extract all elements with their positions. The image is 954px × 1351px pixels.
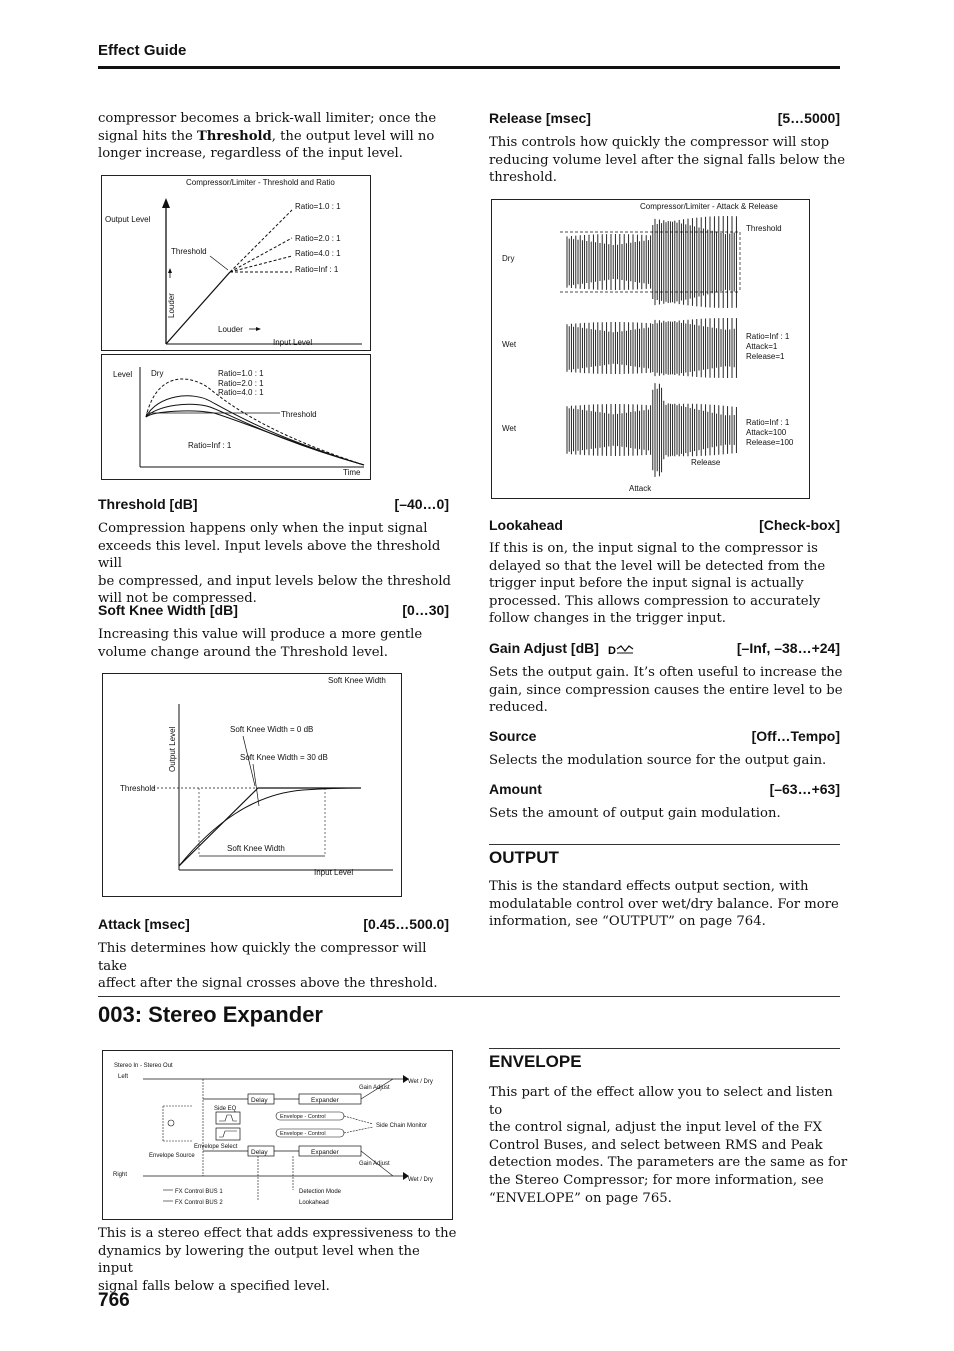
fig2-ratio-2: Ratio=2.0 : 1 [218,379,264,388]
fig1-louder-horizontal: Louder [218,325,243,334]
fig3-input-level: Input Level [314,868,354,877]
fig1-threshold: Threshold [171,247,207,256]
fig3-threshold: Threshold [120,784,156,793]
fig1-louder-vertical: Louder [167,293,176,318]
fig3-sk0: Soft Knee Width = 0 dB [230,725,314,734]
fig5-fx2: FX Control BUS 2 [175,1200,223,1206]
gain-adjust-param-heading: Gain Adjust [dB] D [–Inf, –38…+24] [489,640,840,656]
fig1-output-level: Output Level [105,215,151,224]
fig5-right: Right [113,1172,128,1178]
threshold-param-heading: Threshold [dB] [–40…0] [98,496,449,512]
fig4-release: Release [691,458,721,467]
fig2-ratio-inf: Ratio=Inf : 1 [188,441,232,450]
fig4-dry: Dry [502,254,515,263]
output-section-desc: This is the standard effects output section, with modulatable control over wet/dry balance. For more information, see “OUTPUT” on page 764. [489,879,839,930]
soft-knee-figure [102,673,402,897]
intro-paragraph: compressor becomes a brick-wall limiter; once the signal hits the Threshold, the output level will no longer increase, regardless of the input level. [98,111,437,162]
source-param-desc: Selects the modulation source for the output gain. [489,753,827,768]
fig5-left: Left [118,1074,129,1080]
fig1-ratio-1: Ratio=1.0 : 1 [295,202,341,211]
envelope-section-title: ENVELOPE [489,1052,582,1071]
fig4-wet1: Wet [502,340,517,349]
soft-knee-param-desc: Increasing this value will produce a more gentle volume change around the Threshold level. [98,627,423,660]
threshold-ratio-figure [101,175,371,351]
fig5-side-chain: Side Chain Monitor [376,1123,428,1129]
dmod-icon [607,643,635,655]
output-rule [489,844,840,845]
fig4-attack: Attack [629,484,652,493]
attack-release-figure [491,199,810,499]
gain-adjust-param-desc: Sets the output gain. It’s often useful to increase the gain, since compression causes the entire level to be reduced. [489,665,843,716]
lookahead-param-desc: If this is on, the input signal to the compressor is delayed so that the level will be detected from the trigger input before the input signal is actually processed. This allows compression to accurately follow changes in the trigger input. [489,541,826,627]
attack-param-heading: Attack [msec] [0.45…500.0] [98,916,449,932]
fig5-env-control-top: Envelope - Control [280,1114,326,1120]
fig5-wet-dry-top: Wet / Dry [408,1079,433,1085]
fig5-env-source: Envelope Source [149,1153,195,1159]
release-param-desc: This controls how quickly the compressor will stop reducing volume level after the signal falls below the threshold. [489,135,846,186]
fig5-expander-top: Expander [311,1097,339,1104]
fig5-expander-bottom: Expander [311,1149,339,1156]
expander-title: 003: Stereo Expander [98,1002,323,1027]
expander-desc: This is a stereo effect that adds expressiveness to the dynamics by lowering the output level when the input signal falls below a specified level. [98,1226,457,1294]
fig1-title: Compressor/Limiter - Threshold and Ratio [186,178,335,187]
envelope-section-desc: This part of the effect allow you to select and listen to the control signal, adjust the input level of the FX Control Buses, and select between RMS and Peak detection modes. The parameters are the same as for the Stereo Compressor; for more information, see “ENVELOPE” on page 765. [489,1085,848,1206]
fig2-dry: Dry [151,369,164,378]
fig5-detection: Detection Mode [299,1189,342,1195]
source-param-heading: Source [Off…Tempo] [489,728,840,744]
fig1-input-level: Input Level [273,338,313,347]
output-section-title: OUTPUT [489,848,559,867]
amount-param-heading: Amount [–63…+63] [489,781,840,797]
fig4-threshold: Threshold [746,224,782,233]
fig2-ratio-1: Ratio=1.0 : 1 [218,369,264,378]
fig4-w2-release: Release=100 [746,438,794,447]
fig4-w1-release: Release=1 [746,352,785,361]
fig1-ratio-inf: Ratio=Inf : 1 [295,265,339,274]
lookahead-param-heading: Lookahead [Check-box] [489,517,840,533]
amount-param-desc: Sets the amount of output gain modulation. [489,806,781,821]
fig3-output-level: Output Level [168,726,177,772]
fig3-sk30: Soft Knee Width = 30 dB [240,753,328,762]
fig3-title: Soft Knee Width [328,676,386,685]
page-number: 766 [98,1290,130,1311]
fig5-wet-dry-bottom: Wet / Dry [408,1177,433,1183]
stereo-expander-block-diagram [102,1050,453,1220]
threshold-param-desc: Compression happens only when the input signal exceeds this level. Input levels above the threshold will be compressed, and input levels below the threshold will not be compressed. [98,521,451,607]
fig1-ratio-4: Ratio=4.0 : 1 [295,249,341,258]
soft-knee-param-heading: Soft Knee Width [dB] [0…30] [98,602,449,618]
fig2-threshold: Threshold [281,410,317,419]
fig2-level: Level [113,370,133,379]
fig4-title: Compressor/Limiter - Attack & Release [640,202,778,211]
fig3-skw: Soft Knee Width [227,844,285,853]
fig5-fx1: FX Control BUS 1 [175,1189,223,1195]
fig5-gain-adjust-top: Gain Adjust [359,1085,390,1091]
fig5-delay-bottom: Delay [251,1149,268,1156]
svg-text:D: D [607,645,616,656]
fig4-w1-attack: Attack=1 [746,342,778,351]
fig5-side-eq: Side EQ [214,1106,237,1112]
header-rule [98,66,840,69]
header-title: Effect Guide [98,42,187,59]
ratio-envelope-figure [101,354,371,480]
fig4-w1-ratio: Ratio=Inf : 1 [746,332,790,341]
fig5-env-select: Envelope Select [194,1144,238,1150]
fig5-stereo: Stereo In - Stereo Out [114,1063,173,1069]
fig5-delay-top: Delay [251,1097,268,1104]
fig5-env-control-bottom: Envelope - Control [280,1131,326,1137]
fig2-time: Time [343,468,361,477]
fig1-ratio-2: Ratio=2.0 : 1 [295,234,341,243]
expander-rule [98,996,840,997]
fig4-w2-attack: Attack=100 [746,428,787,437]
fig4-w2-ratio: Ratio=Inf : 1 [746,418,790,427]
release-param-heading: Release [msec] [5…5000] [489,110,840,126]
envelope-rule [489,1048,840,1049]
fig4-wet2: Wet [502,424,517,433]
fig5-lookahead: Lookahead [299,1200,329,1206]
fig5-gain-adjust-bottom: Gain Adjust [359,1161,390,1167]
fig2-ratio-4: Ratio=4.0 : 1 [218,388,264,397]
attack-param-desc: This determines how quickly the compressor will take affect after the signal crosses above the threshold. [98,941,438,992]
